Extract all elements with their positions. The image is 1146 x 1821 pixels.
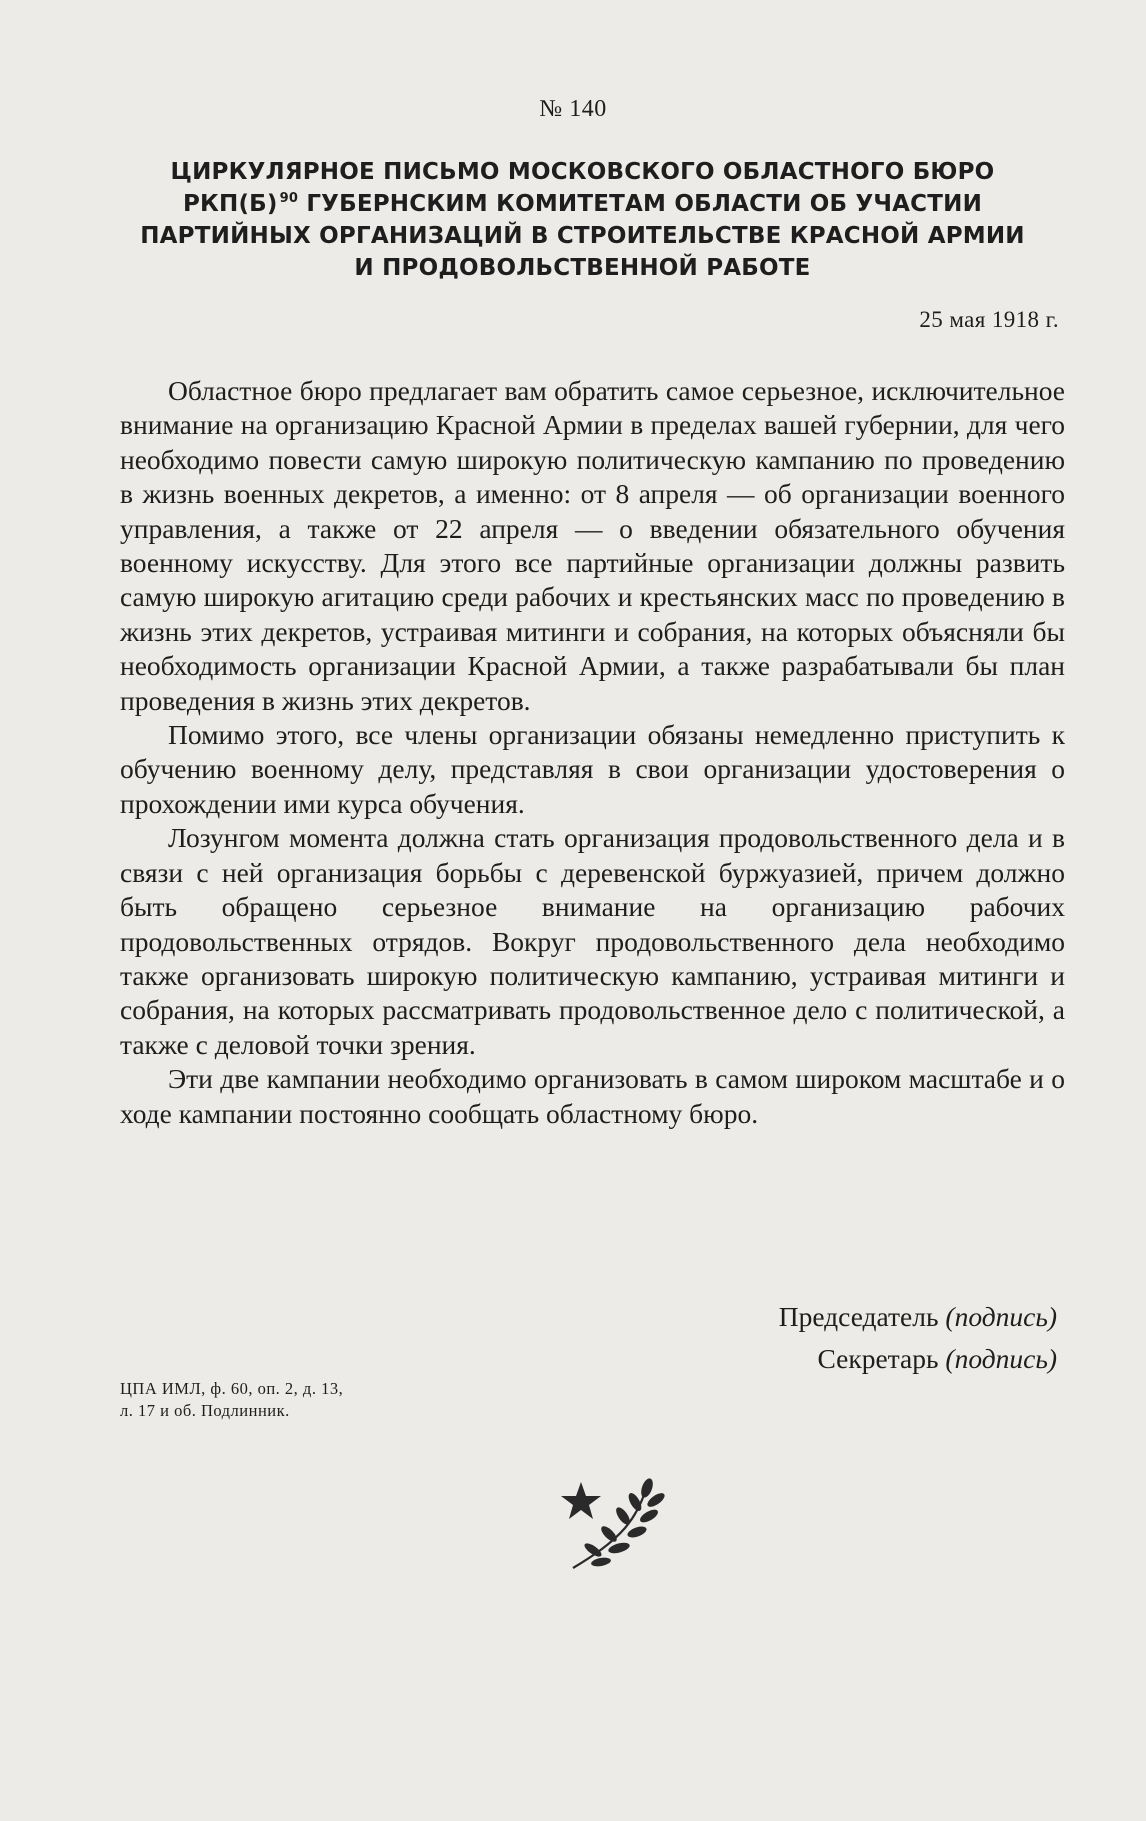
citation-line-1: ЦПА ИМЛ, ф. 60, оп. 2, д. 13, bbox=[120, 1379, 344, 1398]
leaf bbox=[626, 1524, 648, 1539]
star-icon bbox=[561, 1482, 601, 1519]
body-paragraph: Помимо этого, все члены организации обязаны немедленно приступить к обучению военному делу, представляя в свои организации удостоверения о прохождении ими курса обучения. bbox=[120, 719, 1065, 819]
document-date: 25 мая 1918 г. bbox=[919, 307, 1059, 332]
archive-citation bbox=[120, 1378, 550, 1422]
signature-role: Секретарь bbox=[817, 1343, 939, 1374]
document-number: № 140 bbox=[539, 96, 607, 122]
document-body bbox=[120, 374, 1065, 1131]
title-part-2: ГУБЕРНСКИМ КОМИТЕТАМ ОБЛАСТИ ОБ УЧАСТИИ ПАРТИЙНЫХ ОРГАНИЗАЦИЙ В СТРОИТЕЛЬСТВЕ КРАСНОЙ АРМИИ И ПРОДОВОЛЬСТВЕННОЙ РАБОТЕ bbox=[140, 191, 1025, 281]
body-paragraph: Лозунгом момента должна стать организация продовольственного дела и в связи с ней организация борьбы с деревенской буржуазией, причем должно быть обращено серьезное внимание на организацию рабочих продовольственных отрядов. Вокруг продовольственного дела необходимо также организовать широкую политическую кампанию, устраивая митинги и собрания, на которых рассматривать продовольственное дело с политической, а также с деловой точки зрения. bbox=[120, 822, 1065, 1060]
signature-chairman bbox=[779, 1296, 1057, 1338]
signature-role: Председатель bbox=[778, 1301, 939, 1332]
document-title bbox=[130, 156, 1035, 284]
leaf bbox=[638, 1507, 660, 1525]
signature-block bbox=[779, 1296, 1057, 1380]
body-paragraph: Областное бюро предлагает вам обратить самое серьезное, исключительное внимание на организацию Красной Армии в пределах вашей губернии, для чего необходимо повести самую широкую политическую кампанию по проведению в жизнь военных декретов, а именно: от 8 апреля — об организации военного управления, а также от 22 апреля — о введении обязательного обучения военному искусству. Для этого все партийные организации должны развить самую широкую агитацию среди рабочих и крестьянских масс по проведению в жизнь этих декретов, устраивая митинги и собрания, на которых объясняли бы необходимость организации Красной Армии, а также разрабатывали бы план проведения в жизнь этих декретов. bbox=[120, 375, 1065, 716]
citation-line-2: л. 17 и об. Подлинник. bbox=[120, 1401, 290, 1420]
title-part-1: ЦИРКУЛЯРНОЕ ПИСЬМО МОСКОВСКОГО ОБЛАСТНОГО БЮРО РКП(Б) bbox=[170, 159, 995, 217]
leaf bbox=[599, 1524, 620, 1545]
title-footnote-ref: 90 bbox=[279, 191, 299, 206]
signature-mark: (подпись) bbox=[945, 1301, 1057, 1332]
leaf bbox=[639, 1478, 655, 1499]
leaf bbox=[590, 1556, 611, 1567]
star-branch-ornament-icon bbox=[559, 1478, 667, 1576]
body-paragraph: Эти две кампании необходимо организовать в самом широком масштабе и о ходе кампании постоянно сообщать областному бюро. bbox=[120, 1063, 1065, 1129]
signature-secretary bbox=[779, 1338, 1057, 1380]
signature-mark: (подпись) bbox=[945, 1343, 1057, 1374]
